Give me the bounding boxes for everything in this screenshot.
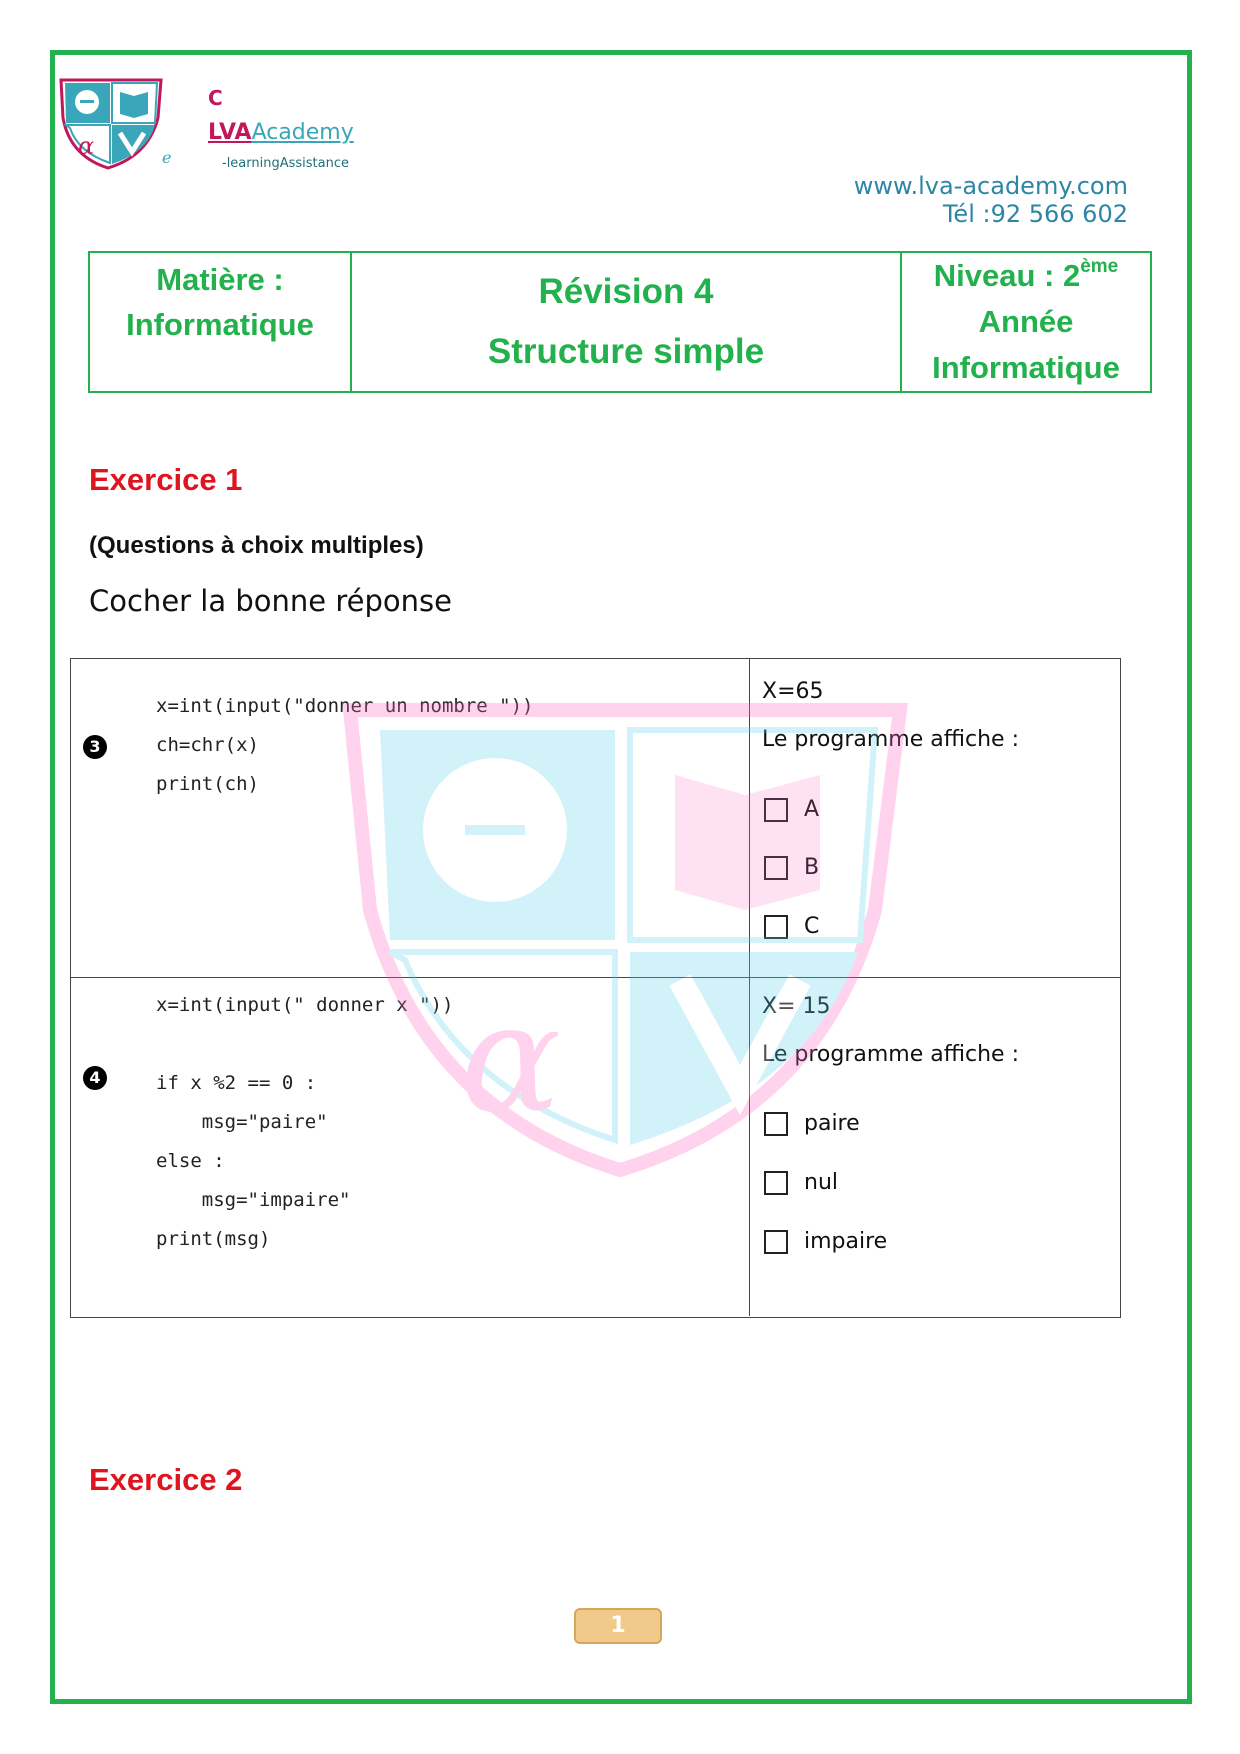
- logo-tagline: -learningAssistance: [222, 156, 349, 171]
- logo-brand-name: [208, 120, 354, 145]
- option-label: paire: [804, 1111, 860, 1136]
- code-line: x=int(input("donner un nombre ")): [156, 695, 534, 717]
- logo-lva: LVA: [208, 120, 252, 145]
- question-code-cell: [71, 659, 750, 977]
- answer-cell: [750, 659, 1120, 977]
- option-label: nul: [804, 1170, 838, 1195]
- input-value: X=65: [762, 679, 824, 704]
- exercise1-title: Exercice 1: [89, 462, 243, 497]
- code-line: else :: [156, 1150, 225, 1172]
- option-b: [764, 855, 819, 880]
- code-line: print(msg): [156, 1228, 271, 1250]
- code-line: msg="paire": [156, 1111, 328, 1133]
- option-checkbox[interactable]: [764, 915, 788, 939]
- question-number-badge: 4: [83, 1066, 107, 1090]
- question-row: [71, 978, 1120, 1316]
- answer-cell: [750, 978, 1120, 1316]
- revision-subtitle: Structure simple: [487, 332, 765, 371]
- option-nul: [764, 1170, 838, 1195]
- level-line1: [934, 253, 1118, 299]
- level-prefix: Niveau : 2: [933, 258, 1081, 293]
- option-label: impaire: [804, 1229, 888, 1254]
- input-value: X= 15: [762, 994, 831, 1019]
- revision-title-cell: [352, 253, 902, 391]
- output-prompt: Le programme affiche :: [762, 727, 1019, 752]
- option-label: A: [804, 797, 820, 822]
- option-paire: [764, 1111, 860, 1136]
- logo-academy: Academy: [251, 120, 354, 145]
- exercise2-title: Exercice 2: [89, 1462, 243, 1497]
- page-number: 1: [574, 1608, 662, 1644]
- code-line: if x %2 == 0 :: [156, 1072, 317, 1094]
- title-table: [88, 251, 1152, 393]
- subject-value: Informatique: [126, 307, 314, 342]
- code-line: msg="impaire": [156, 1189, 351, 1211]
- option-label: B: [804, 855, 820, 880]
- phone-number: Tél :92 566 602: [942, 200, 1128, 228]
- question-row: [71, 659, 1120, 978]
- option-c: [764, 914, 819, 939]
- logo-e: e: [162, 148, 172, 167]
- logo-letter: C: [208, 86, 223, 110]
- option-checkbox[interactable]: [764, 856, 788, 880]
- question-number-badge: 3: [83, 735, 107, 759]
- svg-text:α: α: [460, 972, 562, 1146]
- contact-info: [854, 172, 1128, 228]
- subject-label: Matière :: [156, 262, 284, 297]
- level-cell: [902, 253, 1150, 391]
- subject-cell: [90, 253, 352, 391]
- code-line: ch=chr(x): [156, 734, 259, 756]
- level-line3: Informatique: [932, 350, 1120, 385]
- code-line: print(ch): [156, 773, 259, 795]
- svg-text:α: α: [78, 132, 95, 160]
- code-block: [156, 986, 453, 1259]
- exercise1-subtitle: (Questions à choix multiples): [89, 532, 424, 559]
- qcm-table: [70, 658, 1121, 1318]
- question-code-cell: [71, 978, 750, 1316]
- option-impaire: [764, 1229, 887, 1254]
- level-superscript: ème: [1080, 256, 1119, 277]
- code-line: x=int(input(" donner x ")): [156, 994, 454, 1016]
- output-prompt: Le programme affiche :: [762, 1042, 1019, 1067]
- option-a: [764, 797, 819, 822]
- option-checkbox[interactable]: [764, 1171, 788, 1195]
- revision-title: Révision 4: [538, 272, 714, 311]
- option-label: C: [804, 914, 820, 939]
- exercise1-instruction: Cocher la bonne réponse: [89, 584, 452, 618]
- level-line2: Année: [978, 304, 1074, 339]
- website-link[interactable]: www.lva-academy.com: [853, 172, 1128, 200]
- code-block: [156, 687, 534, 804]
- academy-shield-logo: [58, 78, 164, 170]
- option-checkbox[interactable]: [764, 1112, 788, 1136]
- option-checkbox[interactable]: [764, 1230, 788, 1254]
- option-checkbox[interactable]: [764, 798, 788, 822]
- code-line: [156, 1025, 453, 1064]
